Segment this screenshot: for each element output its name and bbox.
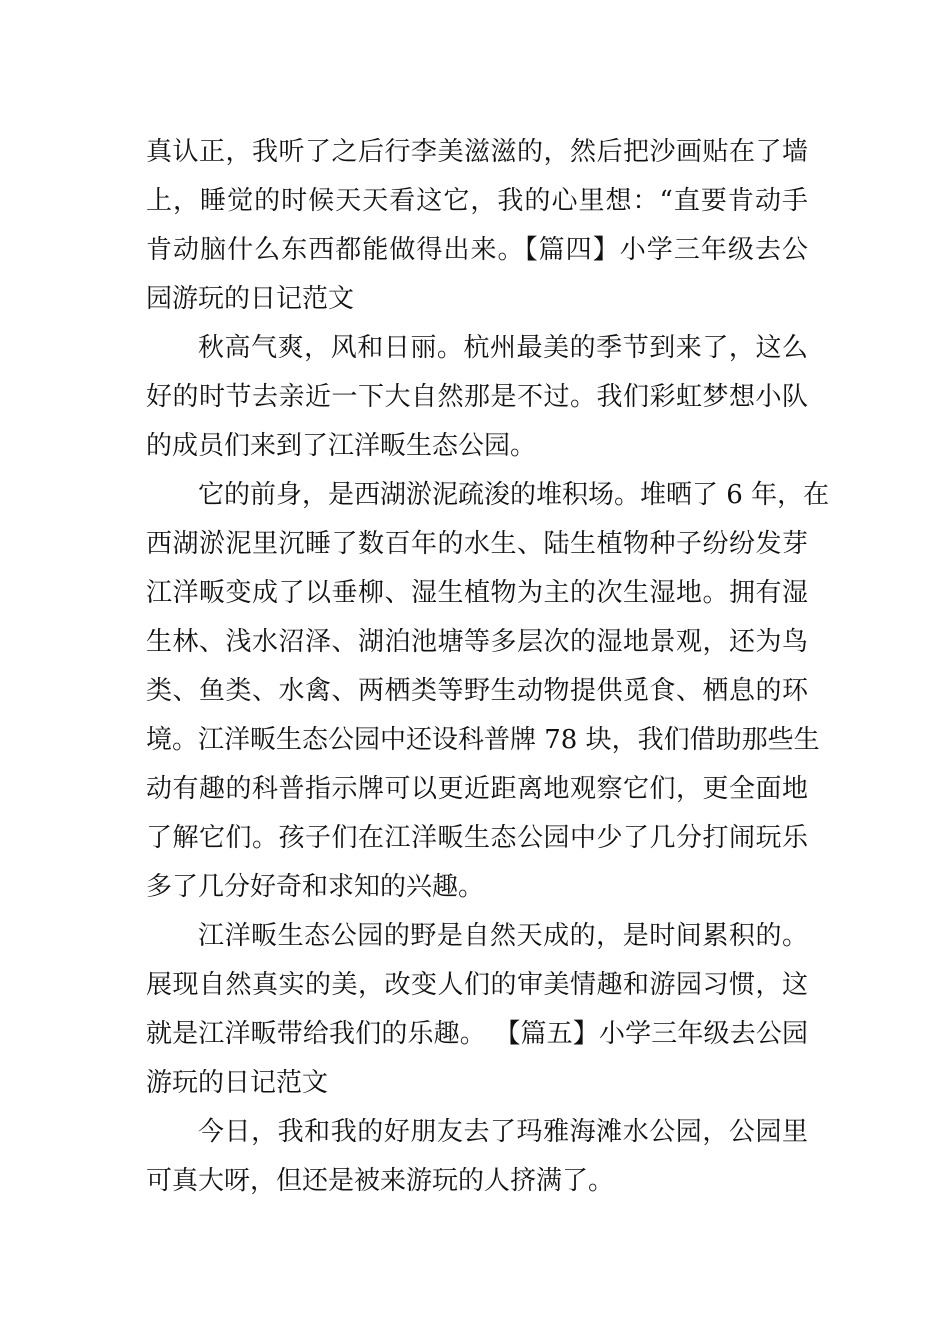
text-line: 西湖淤泥里沉睡了数百年的水生、陆生植物种子纷纷发芽 bbox=[146, 529, 808, 559]
text-line: 上，睡觉的时候天天看这它，我的心里想：“直要肯动手 bbox=[146, 186, 808, 216]
text-line: 就是江洋畈带给我们的乐趣。 【篇五】小学三年级去公园 bbox=[146, 1019, 808, 1049]
text-line: 类、鱼类、水禽、两栖类等野生动物提供觅食、栖息的环 bbox=[146, 676, 808, 706]
text-line: 江洋畈变成了以垂柳、湿生植物为主的次生湿地。拥有湿 bbox=[146, 578, 808, 608]
text-line: 园游玩的日记范文 bbox=[146, 284, 355, 314]
text-line: 生林、浅水沼泽、湖泊池塘等多层次的湿地景观，还为鸟 bbox=[146, 627, 808, 657]
text-line: 它的前身，是西湖淤泥疏浚的堆积场。堆晒了 6 年，在 bbox=[198, 480, 830, 510]
text-line: 了解它们。孩子们在江洋畈生态公园中少了几分打闹玩乐 bbox=[146, 823, 808, 853]
text-line: 江洋畈生态公园的野是自然天成的，是时间累积的。 bbox=[198, 921, 808, 951]
text-line: 秋高气爽，风和日丽。杭州最美的季节到来了，这么 bbox=[198, 333, 808, 363]
text-line: 真认正，我听了之后行李美滋滋的，然后把沙画贴在了墙 bbox=[146, 137, 808, 167]
text-line: 可真大呀，但还是被来游玩的人挤满了。 bbox=[146, 1166, 615, 1196]
text-line: 好的时节去亲近一下大自然那是不过。我们彩虹梦想小队 bbox=[146, 382, 808, 412]
text-line: 的成员们来到了江洋畈生态公园。 bbox=[146, 431, 537, 461]
text-line: 动有趣的科普指示牌可以更近距离地观察它们，更全面地 bbox=[146, 774, 808, 804]
text-line: 境。江洋畈生态公园中还设科普牌 78 块，我们借助那些生 bbox=[146, 725, 820, 755]
text-line: 多了几分好奇和求知的兴趣。 bbox=[146, 872, 485, 902]
text-line: 肯动脑什么东西都能做得出来。【篇四】小学三年级去公 bbox=[146, 235, 808, 265]
text-line: 今日，我和我的好朋友去了玛雅海滩水公园，公园里 bbox=[198, 1117, 808, 1147]
text-line: 游玩的日记范文 bbox=[146, 1068, 329, 1098]
text-line: 展现自然真实的美，改变人们的审美情趣和游园习惯，这 bbox=[146, 970, 808, 1000]
document-body bbox=[146, 128, 830, 1206]
